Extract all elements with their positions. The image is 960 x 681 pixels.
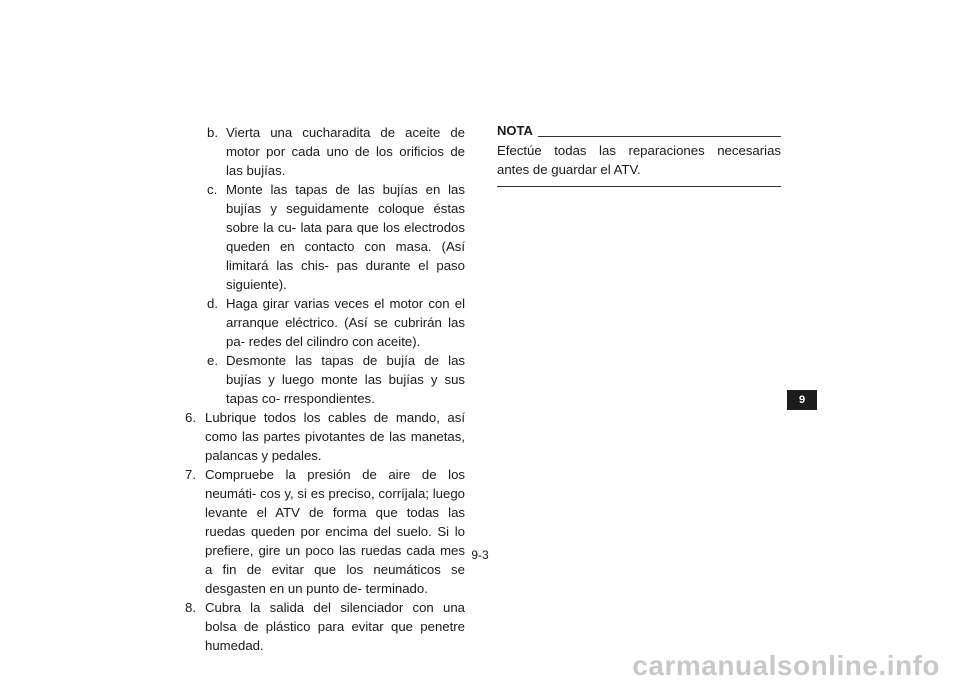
list-item-text: Desmonte las tapas de bujía de las bujías y luego monte las bujías y sus tapas co- rrespondientes. (226, 353, 465, 406)
list-item (185, 123, 465, 180)
list-item-label: c. (207, 182, 218, 197)
list-item-label: 6. (185, 410, 196, 425)
list-item-label: 8. (185, 600, 196, 615)
list-item-label: d. (207, 296, 218, 311)
list-item (185, 294, 465, 351)
list-item (185, 351, 465, 408)
list-item-text: Vierta una cucharadita de aceite de motor por cada uno de los orificios de las bujías. (226, 125, 465, 178)
note-box (497, 123, 781, 187)
list-item (185, 408, 465, 465)
list-item-text: Haga girar varias veces el motor con el arranque eléctrico. (Así se cubrirán las pa- redes del cilindro con aceite). (226, 296, 465, 349)
note-header (497, 123, 781, 138)
list-item-label: 7. (185, 467, 196, 482)
list-item-text: Lubrique todos los cables de mando, así como las partes pivotantes de las manetas, palancas y pedales. (205, 410, 465, 463)
list-item-label: e. (207, 353, 218, 368)
note-bottom-rule (497, 186, 781, 187)
list-item (185, 598, 465, 655)
note-top-rule (538, 136, 781, 137)
procedure-list (185, 123, 465, 655)
list-item-text: Compruebe la presión de aire de los neumáti- cos y, si es preciso, corríjala; luego levante el ATV de forma que todas las ruedas queden por encima del suelo. Si lo prefiere, gire un poco las ruedas cada mes a fin de evitar que los neumáticos se desgasten en un punto de- terminado. (205, 467, 465, 596)
list-item-text: Monte las tapas de las bujías en las bujías y seguidamente coloque éstas sobre la cu- lata para que los electrodos queden en contacto con masa. (Así limitará las chis- pas durante el paso siguiente). (226, 182, 465, 292)
chapter-tab: 9 (787, 390, 817, 410)
watermark: carmanualsonline.info (632, 650, 940, 681)
list-item-label: b. (207, 125, 218, 140)
list-item (185, 180, 465, 294)
page-number: 9-3 (471, 548, 489, 562)
list-item-text: Cubra la salida del silenciador con una bolsa de plástico para evitar que penetre humedad. (205, 600, 465, 653)
list-item (185, 465, 465, 598)
note-body: Efectúe todas las reparaciones necesarias antes de guardar el ATV. (497, 143, 781, 177)
note-title: NOTA (497, 123, 533, 138)
